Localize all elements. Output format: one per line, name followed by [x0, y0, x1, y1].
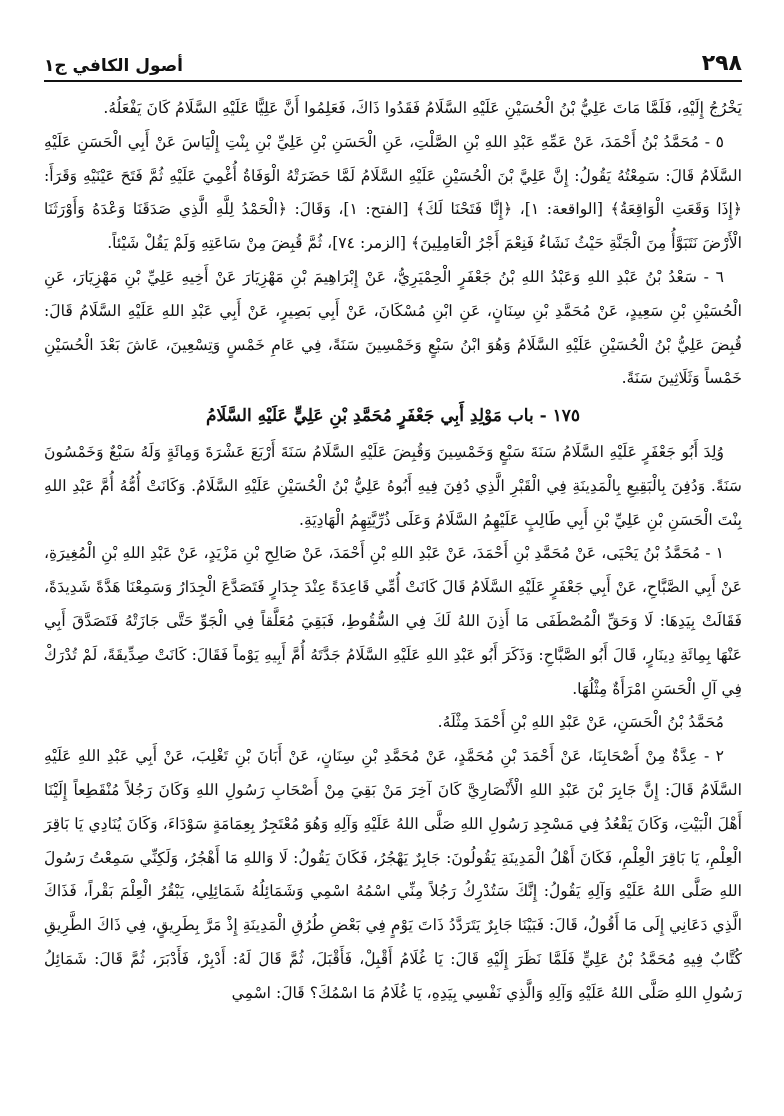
- chapter-heading: ١٧٥ - باب مَوْلِدِ أَبِي جَعْفَرٍ مُحَمَّدِ بْنِ عَلِيٍّ عَلَيْهِ السَّلَامُ: [205, 406, 581, 427]
- hadith-paragraph: ٥ - مُحَمَّدُ بْنُ أَحْمَدَ، عَنْ عَمِّهِ عَبْدِ اللهِ بْنِ الصَّلْتِ، عَنِ الْحَسَنِ بْنِ عَلِيِّ بْنِ بِنْتِ إِلْيَاسَ عَنْ أَبِي الْحَسَنِ عَلَيْهِ السَّلَامُ قَالَ: سَمِعْتُهُ يَقُولُ: إِنَّ عَلِيَّ بْنَ الْحُسَيْنِ عَلَيْهِ السَّلَامُ لَمَّا حَضَرَتْهُ الْوَفَاةُ أُغْمِيَ عَلَيْهِ ثُمَّ فَتَحَ عَيْنَيْهِ وَقَرَأَ: ﴿إِذَا وَقَعَتِ الْوَاقِعَةُ﴾ [الواقعة: ١]، ﴿إِنَّا فَتَحْنَا لَكَ﴾ [الفتح: ١]، وَقَالَ: ﴿الْحَمْدُ لِلَّهِ الَّذِي صَدَقَنَا وَعْدَهُ وَأَوْرَثَنَا الْأَرْضَ نَتَبَوَّأُ مِنَ الْجَنَّةِ حَيْثُ نَشَاءُ فَنِعْمَ أَجْرُ الْعَامِلِينَ﴾ [الزمر: ٧٤]، ثُمَّ قُبِضَ مِنْ سَاعَتِهِ وَلَمْ يَقُلْ شَيْئاً.: [44, 132, 742, 253]
- page-header: [44, 40, 742, 76]
- header-rule: [44, 80, 742, 82]
- hadith-paragraph: يَخْرُجُ إِلَيْهِ، فَلَمَّا مَاتَ عَلِيُّ بْنُ الْحُسَيْنِ عَلَيْهِ السَّلَامُ فَقَدُوا ذَاكَ، فَعَلِمُوا أَنَّ عَلِيًّا عَلَيْهِ السَّلَامُ كَانَ يَفْعَلُهُ.: [103, 99, 742, 117]
- book-title: أصول الكافي ج١: [44, 56, 183, 76]
- hadith-paragraph: مُحَمَّدُ بْنُ الْحَسَنِ، عَنْ عَبْدِ اللهِ بْنِ أَحْمَدَ مِثْلَهُ.: [437, 713, 724, 732]
- chapter-intro: وُلِدَ أَبُو جَعْفَرٍ عَلَيْهِ السَّلَامُ سَنَةَ سَبْعٍ وَخَمْسِينَ وَقُبِضَ عَلَيْهِ السَّلَامُ سَنَةَ أَرْبَعَ عَشْرَةَ وَمِائَةٍ وَلَهُ سَبْعٌ وَخَمْسُونَ سَنَةً. وَدُفِنَ بِالْبَقِيعِ بِالْمَدِينَةِ فِي الْقَبْرِ الَّذِي دُفِنَ فِيهِ أَبُوهُ عَلِيُّ بْنُ الْحُسَيْنِ عَلَيْهِ السَّلَامُ. وَكَانَتْ أُمُّهُ أُمَّ عَبْدِ اللهِ بِنْتَ الْحَسَنِ بْنِ عَلِيِّ بْنِ أَبِي طَالِبٍ عَلَيْهِمُ السَّلَامُ وَعَلَى ذُرِّيَّتِهِمُ الْهَادِيَةِ.: [44, 442, 742, 529]
- hadith-paragraph: ١ - مُحَمَّدُ بْنُ يَحْيَى، عَنْ مُحَمَّدِ بْنِ أَحْمَدَ، عَنْ عَبْدِ اللهِ بْنِ أَحْمَدَ، عَنْ صَالِحِ بْنِ مَزْيَدٍ، عَنْ عَبْدِ اللهِ بْنِ الْمُغِيرَةِ، عَنْ أَبِي الصَّبَّاحِ، عَنْ أَبِي جَعْفَرٍ عَلَيْهِ السَّلَامُ قَالَ كَانَتْ أُمِّي قَاعِدَةً عِنْدَ جِدَارٍ فَتَصَدَّعَ الْجِدَارُ وَسَمِعْنَا هَدَّةً شَدِيدَةً، فَقَالَتْ بِيَدِهَا: لَا وَحَقِّ الْمُصْطَفَى مَا أَذِنَ اللهُ لَكَ فِي السُّقُوطِ، فَبَقِيَ مُعَلَّقاً فِي الْجَوِّ حَتَّى جَازَتْهُ فَتَصَدَّقَ أَبِي عَنْهَا بِمِائَةِ دِينَارٍ، قَالَ أَبُو الصَّبَّاحِ: وَذَكَرَ أَبُو عَبْدِ اللهِ عَلَيْهِ السَّلَامُ جَدَّتَهُ أُمَّ أَبِيهِ يَوْماً فَقَالَ: كَانَتْ صِدِّيقَةً، لَمْ تُدْرَكْ فِي آلِ الْحَسَنِ امْرَأَةٌ مِثْلُهَا.: [44, 544, 742, 698]
- page-number: ٢٩٨: [701, 51, 742, 76]
- page-body: [44, 92, 742, 1011]
- hadith-paragraph: ٦ - سَعْدُ بْنُ عَبْدِ اللهِ وَعَبْدُ اللهِ بْنُ جَعْفَرٍ الْحِمْيَرِيُّ، عَنْ إِبْرَاهِيمَ بْنِ مَهْزِيَارَ عَنْ أَخِيهِ عَلِيِّ بْنِ مَهْزِيَارَ، عَنِ الْحُسَيْنِ بْنِ سَعِيدٍ، عَنْ مُحَمَّدِ بْنِ سِنَانٍ، عَنِ ابْنِ مُسْكَانَ، عَنْ أَبِي بَصِيرٍ، عَنْ أَبِي عَبْدِ اللهِ عَلَيْهِ السَّلَامُ قَالَ: قُبِضَ عَلِيُّ بْنُ الْحُسَيْنِ عَلَيْهِ السَّلَامُ وَهُوَ ابْنُ سَبْعٍ وَخَمْسِينَ سَنَةً، فِي عَامِ خَمْسٍ وَتِسْعِينَ، عَاشَ بَعْدَ الْحُسَيْنِ خَمْساً وَثَلَاثِينَ سَنَةً.: [44, 267, 742, 388]
- hadith-paragraph: ٢ - عِدَّةٌ مِنْ أَصْحَابِنَا، عَنْ أَحْمَدَ بْنِ مُحَمَّدٍ، عَنْ مُحَمَّدِ بْنِ سِنَانٍ، عَنْ أَبَانَ بْنِ تَغْلِبَ، عَنْ أَبِي عَبْدِ اللهِ عَلَيْهِ السَّلَامُ قَالَ: إِنَّ جَابِرَ بْنَ عَبْدِ اللهِ الْأَنْصَارِيَّ كَانَ آخِرَ مَنْ بَقِيَ مِنْ أَصْحَابِ رَسُولِ اللهِ وَكَانَ رَجُلاً مُنْقَطِعاً إِلَيْنَا أَهْلَ الْبَيْتِ، وَكَانَ يَقْعُدُ فِي مَسْجِدِ رَسُولِ اللهِ صَلَّى اللهُ عَلَيْهِ وَآلِهِ وَهُوَ مُعْتَجِرٌ بِعِمَامَةٍ سَوْدَاءَ، وَكَانَ يُنَادِي يَا بَاقِرَ الْعِلْمِ، يَا بَاقِرَ الْعِلْمِ، فَكَانَ أَهْلُ الْمَدِينَةِ يَقُولُونَ: جَابِرٌ يَهْجُرُ، فَكَانَ يَقُولُ: لَا وَاللهِ مَا أَهْجُرُ، وَلَكِنِّي سَمِعْتُ رَسُولَ اللهِ صَلَّى اللهُ عَلَيْهِ وَآلِهِ يَقُولُ: إِنَّكَ سَتُدْرِكُ رَجُلاً مِنِّي اسْمُهُ اسْمِي وَشَمَائِلُهُ شَمَائِلِي، يَبْقُرُ الْعِلْمَ بَقْراً، فَذَاكَ الَّذِي دَعَانِي إِلَى مَا أَقُولُ، قَالَ: فَبَيْنَا جَابِرٌ يَتَرَدَّدُ ذَاتَ يَوْمٍ فِي بَعْضِ طُرُقِ الْمَدِينَةِ إِذْ مَرَّ بِطَرِيقٍ، فِي ذَاكَ الطَّرِيقِ كُتَّابٌ فِيهِ مُحَمَّدُ بْنُ عَلِيٍّ فَلَمَّا نَظَرَ إِلَيْهِ قَالَ: يَا غُلَامُ أَقْبِلْ، فَأَقْبَلَ، ثُمَّ قَالَ لَهُ: أَدْبِرْ، فَأَدْبَرَ، ثُمَّ قَالَ: شَمَائِلُ رَسُولِ اللهِ صَلَّى اللهُ عَلَيْهِ وَآلِهِ وَالَّذِي نَفْسِي بِيَدِهِ، يَا غُلَامُ مَا اسْمُكَ؟ قَالَ: اسْمِي: [44, 747, 742, 1002]
